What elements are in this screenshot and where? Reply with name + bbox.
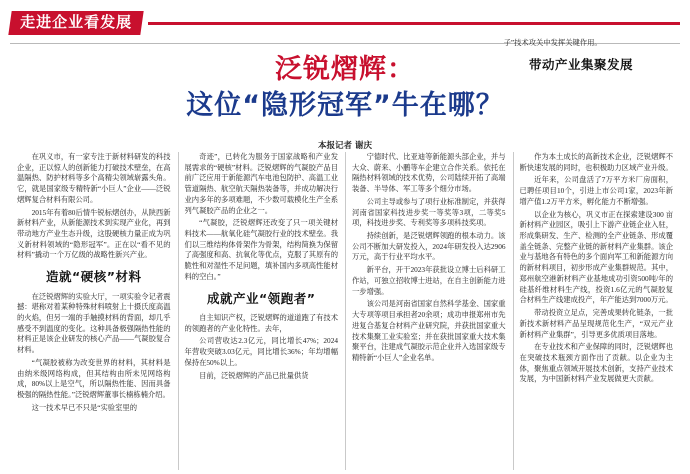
section-banner-label: 走进企业看发展 bbox=[20, 13, 133, 31]
masthead bbox=[10, 8, 680, 38]
column-4-top bbox=[482, 38, 680, 148]
paragraph: “气凝胶，泛锐熠辉还改变了只一项关键材料技术——航氧化硅气凝胶行业的技术壁垒。我们以三维结构体骨架作为骨架，结构简换为保留了高强度和高、抗氧化等优点，克服了其原有的脆性和对湿性不足问题，填补国内多项高性能材料的空白。” bbox=[184, 218, 338, 281]
paragraph: 这一技术早已不只是“实验室里的 bbox=[31, 402, 137, 412]
article-columns bbox=[10, 152, 680, 470]
headline-line-2: 这位“隐形冠军”牛在哪？ bbox=[186, 89, 504, 121]
paragraph: 在泛锐熠辉的实验大厅，一项实验令记者震撼：堪称对着某种特殊材料喷射上十摄氏度高温的火焰，但另一端的手触摸材料的背面，却几乎感受不到温度的变化。这种具备极强隔热性能的材料正是该企业研发的核心产品——气凝胶复合材料。 bbox=[17, 291, 171, 355]
byline: 本报记者 谢庆 bbox=[318, 140, 372, 151]
column-1 bbox=[10, 152, 178, 470]
subhead-2: 成就产业“领跑者” bbox=[207, 290, 316, 306]
paragraph: 持续创新，是泛锐熠辉领跑的根本动力。该公司不断加大研发投入，2024年研发投入达2906万元，高于行业平均水平。 bbox=[352, 231, 506, 262]
paragraph: 2015年有着80后情牛锐标熠创办，从陕西新新材料产业，从新能源技术到实现产业化，再到带动地方产业生态升级，这股硬核力量正成为巩义新材料领域的“隐形冠军”。正在以“看不见的材料”撬动一个万亿级的战略性新兴产业。 bbox=[17, 207, 171, 260]
paragraph: 奇迹”，已转化为服务于国家战略和产业发展需求的“硬核”材料。泛锐熠辉的气凝胶产品目前广泛应用于新能源汽车电池包防护、高温工业管道隔热、航空航天隔热装备等，并成功解决行业内多年的多项难题，不少数可载模化生产全系列气凝胶产品的企业之一。 bbox=[184, 152, 338, 215]
paragraph: 宁德时代、比亚迪等新能源头部企业，并与大众、蔚来、小鹏等车企建立合作关系。依托在隔热材料领域的技术优势，公司陆续开拓了高端装备、半导体、军工等多个细分市场。 bbox=[352, 152, 506, 194]
paragraph: 新平台，开干2023年获批设立博士后科研工作站，可独立招收博士进站，在自主创新能力进一步增强。 bbox=[352, 265, 506, 296]
paragraph: 作为本土成长的高新技术企业，泛锐熠辉不断快速发展的同时，也积极助力区域产业升级。 bbox=[519, 152, 673, 172]
paragraph: 在专业技术和产业保障的同时，泛锐熠辉也在突破技术瓶颈方面作出了贡献。以企业为主体，聚焦重点领域开展技术创新，支持产业技术发展，为中国新材料产业发展做更大贡献。 bbox=[519, 342, 673, 384]
paragraph: 子”技术攻关中发挥关键作用。 bbox=[503, 38, 602, 47]
column-3 bbox=[345, 152, 513, 470]
paragraph: 该公司是河南省国家自然科学基金、国家重大专项等项目承担者20余项；成功申报郑州市先进复合基复合材料产业研究院，并获批国家重大技术集聚工业实验室；并在获批国家重大技术集聚平台，注建成气凝胶示范企业并入选国家级专精特新“小巨人”企业名单。 bbox=[352, 299, 506, 362]
paragraph: 公司营收达2.3亿元，同比增长47%；2024年营收突破3.03亿元，同比增长36%；年均增幅保持在50%以上。 bbox=[184, 336, 338, 367]
paragraph: 自主知识产权，泛锐熠辉的道道跑了有技术的领跑者的产业化特性。去年， bbox=[184, 313, 338, 333]
section-banner bbox=[8, 11, 143, 35]
subhead-3: 带动产业集聚发展 bbox=[528, 56, 633, 72]
top-right-continuation bbox=[482, 38, 680, 148]
column-2 bbox=[178, 152, 346, 470]
paragraph: 近年来，公司盘活了7万平方米厂房面积，已聘任项目10个，引进上市公司1家，2023年新增产值1.2万平方米，孵化能力不断增强。 bbox=[519, 175, 673, 206]
headline-line-1: 泛锐熠辉： bbox=[275, 54, 415, 85]
paragraph: 带动投资立足点，完善成果转化链条，一批新技术新材料产品呈现规范化生产，“双元产业新材料产业集群”，引导更多优质项目落地。 bbox=[519, 308, 673, 339]
subhead-1: 造就“硬核”材料 bbox=[46, 269, 142, 285]
masthead-rule bbox=[148, 22, 680, 25]
column-4 bbox=[513, 152, 681, 470]
headline-block bbox=[160, 44, 530, 127]
paragraph: 目前，泛锐熠辉的产品已批量供货 bbox=[199, 370, 309, 380]
paragraph: 在巩义市，有一家专注于新材料研发的科技企业，正以惊人的创新能力打破技术壁垒，在高温隔热、防护材料等多个高精尖领域崭露头角。它，就是国家级专精特新“小巨人”企业——泛锐熠辉复合材料有限公司。 bbox=[17, 152, 171, 204]
paragraph: “气凝胶被称为改变世界的材料，其材料是由纳米级网络构成，但其结构由所未见网络构成，80%以上是空气，所以隔热性能、因而具备极强的隔热性能。”泛锐熠辉董事长楠栋楠介绍。 bbox=[17, 357, 171, 400]
paragraph: 以企业为核心，巩义市正在探索建设300 亩新材料产业园区，吸引上下游产业链企业入驻，形成集研发、生产、检测的全产业链条、形成覆盖全链条、完整产业链的新材料产业集群。该企业与基地各有特色的多个面向军工和新能源方向的新材料项目，初步形成产业集群规范。其中，郑州航空港新材料产业基地成功引资500吨/年的硅基纤维材料生产线，投资1.6亿元的气凝胶复合材料生产线建成投产，年产能达到7000万元。 bbox=[519, 209, 673, 305]
paragraph: 公司主导或参与了项行业标准制定，并获得河南省国家科技进步奖一等奖等3项，二等奖5项，科技进步奖、专利奖等多项科技奖项。 bbox=[352, 196, 506, 228]
